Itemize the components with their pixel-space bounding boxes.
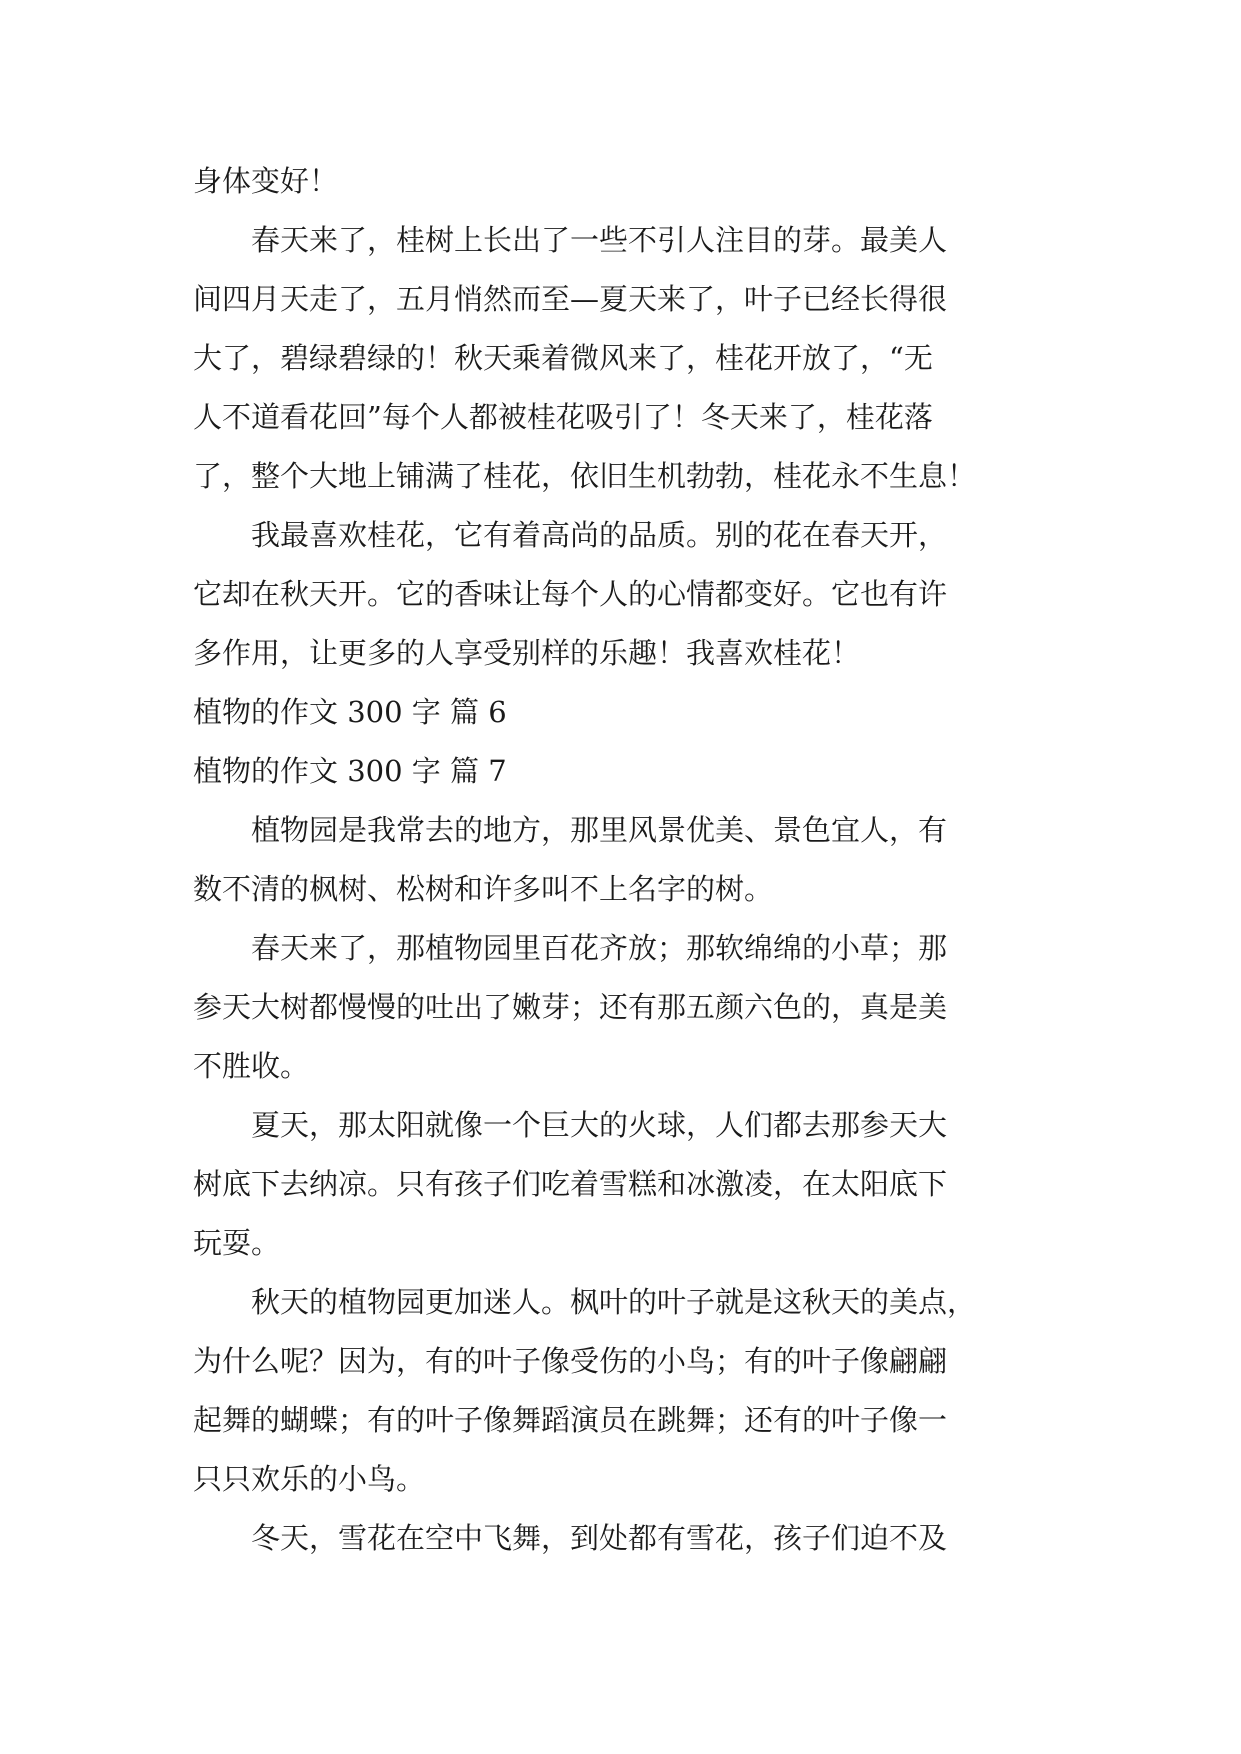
text-line: 为什么呢？因为，有的叶子像受伤的小鸟；有的叶子像翩翩: [193, 1344, 948, 1378]
text-line: 树底下去纳凉。只有孩子们吃着雪糕和冰激凌，在太阳底下: [193, 1167, 948, 1201]
section-heading: 植物的作文 300 字 篇 6: [193, 695, 507, 729]
section-heading: 植物的作文 300 字 篇 7: [193, 754, 507, 788]
text-line: 秋天的植物园更加迷人。枫叶的叶子就是这秋天的美点，: [251, 1285, 977, 1319]
text-line: 只只欢乐的小鸟。: [193, 1462, 426, 1496]
text-line: 数不清的枫树、松树和许多叫不上名字的树。: [193, 872, 774, 906]
text-line: 夏天，那太阳就像一个巨大的火球，人们都去那参天大: [251, 1108, 948, 1142]
text-line: 参天大树都慢慢的吐出了嫩芽；还有那五颜六色的，真是美: [193, 990, 948, 1024]
text-line: 冬天，雪花在空中飞舞，到处都有雪花，孩子们迫不及: [251, 1521, 948, 1555]
text-line: 了，整个大地上铺满了桂花，依旧生机勃勃，桂花永不生息！: [193, 459, 977, 493]
text-line: 身体变好！: [193, 164, 339, 198]
text-line: 多作用，让更多的人享受别样的乐趣！我喜欢桂花！: [193, 636, 861, 670]
text-line: 春天来了，桂树上长出了一些不引人注目的芽。最美人: [251, 223, 948, 257]
text-line: 我最喜欢桂花，它有着高尚的品质。别的花在春天开，: [251, 518, 948, 552]
text-line: 植物园是我常去的地方，那里风景优美、景色宜人，有: [251, 813, 948, 847]
text-line: 不胜收。: [193, 1049, 310, 1083]
text-line: 大了，碧绿碧绿的！秋天乘着微风来了，桂花开放了，“无: [193, 341, 933, 375]
text-line: 人不道看花回”每个人都被桂花吸引了！冬天来了，桂花落: [193, 400, 933, 434]
text-line: 间四月天走了，五月悄然而至—夏天来了，叶子已经长得很: [193, 282, 948, 316]
text-line: 起舞的蝴蝶；有的叶子像舞蹈演员在跳舞；还有的叶子像一: [193, 1403, 948, 1437]
text-line: 它却在秋天开。它的香味让每个人的心情都变好。它也有许: [193, 577, 948, 611]
text-line: 玩耍。: [193, 1226, 281, 1260]
document-body: [193, 152, 1053, 1568]
text-line: 春天来了，那植物园里百花齐放；那软绵绵的小草；那: [251, 931, 948, 965]
